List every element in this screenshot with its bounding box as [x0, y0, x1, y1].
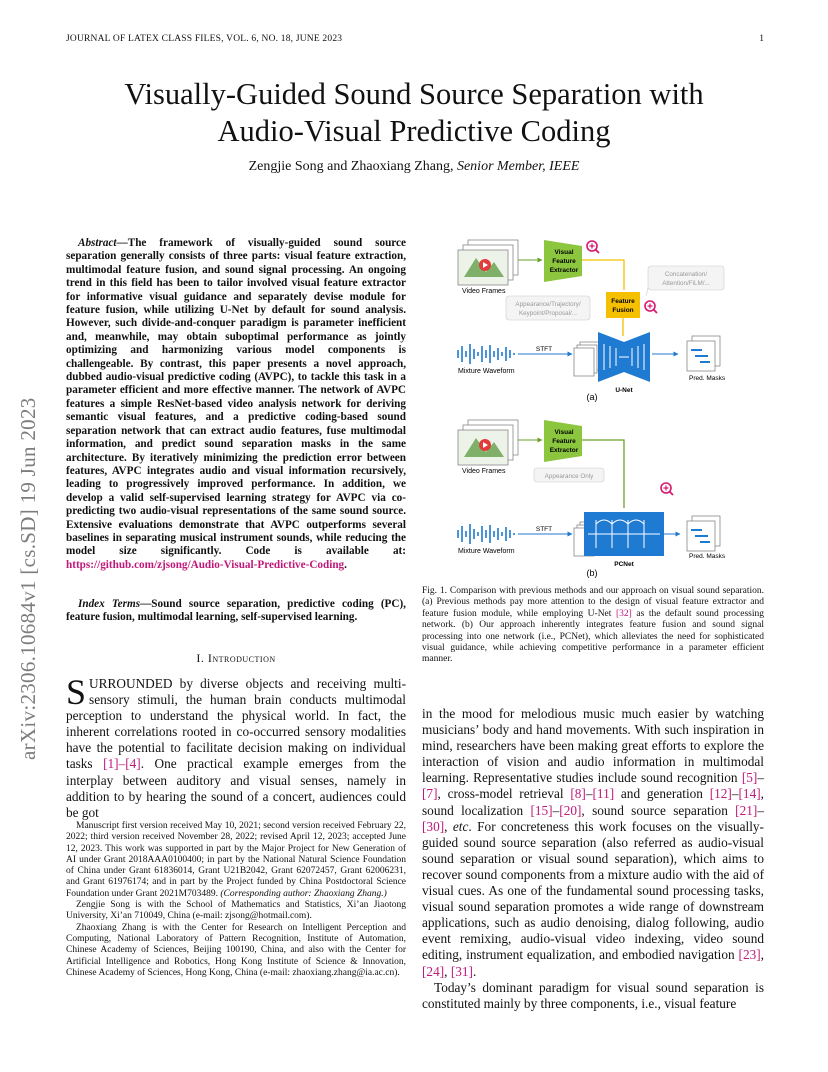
unet-block: [598, 332, 650, 382]
text-run: ,: [444, 963, 451, 979]
text-run: –: [552, 802, 560, 818]
intro-paragraph: [66, 672, 406, 821]
zoom-icon: [645, 301, 657, 313]
drop-cap: S: [66, 672, 87, 712]
abstract-end: .: [344, 558, 347, 571]
text-run: . For concreteness this work focuses on the visually-guided sound source separation (also referred as audio-visual sound separation or visual sound separation), which aims to recover sound components from a mixture audio with the aid of visual cues. As one of the fundamental sound processing tasks, visual sound separation promotes a wide range of downstream applications, such as audio denoising, dialog following, audio event remixing, audio-visual video indexing, video sound editing, instrument equalization, and embodied navigation: [422, 818, 764, 963]
spectrogram-stack-a: [574, 342, 600, 376]
index-terms: [66, 598, 406, 625]
mixture-label-b: Mixture Waveform: [458, 548, 515, 555]
abstract-label: Abstract: [78, 237, 117, 249]
figure-1: [454, 232, 774, 582]
title-line-2: Audio-Visual Predictive Coding: [217, 114, 611, 148]
citation[interactable]: [23]: [738, 947, 761, 963]
panel-a: [458, 240, 726, 402]
citation[interactable]: [1]–[4]: [103, 756, 141, 772]
index-terms-label: Index Terms: [78, 598, 141, 610]
footnote-manuscript: [66, 821, 406, 900]
feature-fusion-box: [606, 292, 640, 318]
panel-b-label: (b): [586, 568, 598, 578]
pcnet-block: [584, 512, 664, 556]
panel-b: [458, 420, 726, 578]
concat-note: [648, 266, 724, 290]
citation[interactable]: [32]: [616, 608, 632, 619]
footnote: [66, 821, 406, 979]
citation[interactable]: [24]: [422, 963, 445, 979]
citation[interactable]: [21]: [735, 802, 758, 818]
caption-text-a: Comparison with previous methods and our approach on visual sound separation. (a) Previous methods pay more attention to the design of visual feature extractor and feature fusion module, while employing U-Net: [422, 586, 764, 619]
text-run: in the mood for melodious music much easier by watching musicians’ body and hand movements. With such inspiration in mind, researchers have been making great efforts to explore the interaction of vision and audio information in multimodal learning. Representative studies include sound recognition: [422, 706, 764, 786]
text-run: –: [757, 770, 764, 786]
index-terms-text: —Sound source separation, predictive coding (PC), feature fusion, multimodal learning, self-supervised learning.: [66, 598, 406, 624]
stft-label-a: STFT: [535, 346, 553, 353]
video-frames-label-b: Video Frames: [462, 468, 506, 475]
title-line-1: Visually-Guided Sound Source Separation with: [124, 77, 704, 111]
text-run: etc: [452, 818, 469, 834]
appearance-only-note: [534, 468, 604, 482]
footnote-author2: Zhaoxiang Zhang is with the Center for Research on Intelligent Perception and Computing, National Laboratory of Pattern Recognition, Institute of Automation, Chinese Academy of Sciences, Beijing 100190, China, and also with the Center for Artificial Intelligence and Robotics, Hong Kong Institute of Science & Innovation, Chinese Academy of Sciences, Hong Kong, China (e-mail: zhaoxiang.zhang@ia.ac.cn).: [66, 922, 406, 978]
svg-text:Visual: Visual: [554, 429, 574, 436]
video-frames-a: [458, 240, 518, 285]
author-affiliation-title: Senior Member, IEEE: [456, 159, 580, 174]
citation[interactable]: [12]: [709, 786, 732, 802]
svg-text:Attention/FiLM/...: Attention/FiLM/...: [662, 280, 710, 287]
citation[interactable]: [5]: [741, 770, 758, 786]
zoom-icon: [661, 483, 673, 495]
video-frames-label-a: Video Frames: [462, 288, 506, 295]
footnote-manuscript-text: Manuscript first version received May 10, 2021; second version received February 22, 2022; third version received November 28, 2022; revised April 12, 2023; accepted June 12, 2023. This work was supported in part by the Major Project for New Generation of AI under Grant 2018AAA0100400; in part by the National Natural Science Foundation of China under Grant 61836014, Grant U21B2042, Grant 62072457, Grant 62006231, and Grant 61976174; and in part by the Project funded by China Postdoctoral Science Foundation under Grant 2021M703489.: [66, 821, 406, 899]
text-run: ,: [444, 818, 453, 834]
page-number: 1: [759, 34, 764, 44]
svg-text:Feature: Feature: [552, 258, 576, 265]
citation[interactable]: [8]: [570, 786, 586, 802]
text-run: , sound localization: [422, 786, 764, 818]
text-run: –: [585, 786, 593, 802]
text-run: , sound source separation: [581, 802, 736, 818]
pred-masks-b: [687, 516, 720, 551]
stft-label-b: STFT: [535, 526, 553, 533]
text-run: –: [757, 802, 764, 818]
text-run: –: [731, 786, 739, 802]
panel-a-label: (a): [586, 392, 598, 402]
paper-title: [60, 76, 768, 150]
waveform-icon: [458, 344, 514, 364]
zoom-icon: [587, 241, 599, 253]
text-run: .: [472, 963, 477, 979]
intro-text-b: . One practical example emerges from the interplay between auditory and visual senses, namely in addition to by hearing the sound of a concert, audiences could be got: [66, 756, 406, 820]
abstract-text: —The framework of visually-guided sound source separation generally consists of three parts: visual feature extraction, multimodal feature fusion, and sound signal processing. An ongoing trend in this field has been to tailor involved visual feature extractor for informative visual guidance and separately devise module for feature fusion, while utilizing U-Net by default for sound analysis. However, such divide-and-conquer paradigm is parameter inefficient and, meanwhile, may obtain suboptimal performance as jointly optimizing and harmonizing various model components is challengeable. By contrast, this paper presents a novel approach, dubbed audio-visual predictive coding (AVPC), to tackle this task in a parameter efficient and more effective manner. The network of AVPC features a simple ResNet-based video analysis network for deriving semantic visual features, and a predictive coding-based sound separation network that can extract audio features, fuse multimodal information, and predict sound separation masks in the same architecture. By iteratively minimizing the prediction error between features, AVPC integrates audio and visual information recursively, leading to progressively improved performance. In addition, we develop a valid self-supervised learning strategy for AVPC via co-predicting two audio-visual representations of the same sound source. Extensive evaluations demonstrate that AVPC outperforms several baselines in separating musical instrument sounds, while reducing the model size significantly. Code is available at:: [66, 237, 406, 558]
citation[interactable]: [15]: [530, 802, 553, 818]
right-column-body: [422, 706, 764, 1012]
svg-text:Extractor: Extractor: [549, 267, 579, 274]
svg-text:Extractor: Extractor: [549, 447, 579, 454]
section-heading: I. Introduction: [196, 651, 276, 665]
citation[interactable]: [7]: [422, 786, 438, 802]
authors: [60, 159, 768, 175]
appearance-note: [506, 296, 590, 320]
citation[interactable]: [20]: [559, 802, 582, 818]
citation[interactable]: [14]: [738, 786, 761, 802]
right-paragraph-1: [422, 706, 764, 980]
svg-text:Visual: Visual: [554, 249, 574, 256]
intro-text-a: URROUNDED by diverse objects and receiving multi-sensory stimuli, the human brain conducts multimodal perception to understand the physical world. In fact, the inherent correlations rooted in co-occurred sensory modalities have the potential to facilitate decision making on individual tasks: [66, 676, 406, 772]
footnote-corresponding: (Corresponding author: Zhaoxiang Zhang.): [220, 888, 387, 899]
svg-text:Feature: Feature: [552, 438, 576, 445]
arxiv-stamp: arXiv:2306.10684v1 [cs.SD] 19 Jun 2023: [16, 397, 40, 760]
unet-label: U-Net: [615, 387, 633, 394]
mixture-label-a: Mixture Waveform: [458, 368, 515, 375]
svg-text:Appearance/Trajectory/: Appearance/Trajectory/: [515, 301, 581, 308]
footnote-author1: Zengjie Song is with the School of Mathematics and Statistics, Xi’an Jiaotong University, Xi’an 710049, China (e-mail: zjsong@hotmail.com).: [66, 900, 406, 922]
caption-text-b: as the default sound processing network. (b) Our approach inherently integrates feature fusion and sound signal processing into one network (i.e., PCNet), which alleviates the need for sophisticated visual guidance, while achieving competitive performance in a parameter efficient manner.: [422, 608, 764, 665]
text-run: and generation: [614, 786, 710, 802]
visual-feature-extractor-a: [544, 240, 582, 282]
svg-text:Concatenation/: Concatenation/: [664, 271, 708, 278]
abstract: [66, 237, 406, 572]
svg-text:Fusion: Fusion: [612, 307, 634, 314]
pred-masks-a: [687, 336, 720, 371]
pred-masks-label-a: Pred. Masks: [689, 375, 726, 382]
figure-caption: [422, 586, 764, 666]
text-run: , cross-model retrieval: [437, 786, 571, 802]
waveform-icon: [458, 524, 514, 544]
caption-prefix: Fig. 1.: [422, 586, 448, 596]
svg-text:Feature: Feature: [611, 298, 635, 305]
video-frames-b: [458, 420, 518, 465]
svg-text:Keypoint/Proposal/...: Keypoint/Proposal/...: [518, 310, 578, 317]
svg-text:Appearance Only: Appearance Only: [544, 473, 594, 480]
code-link[interactable]: https://github.com/zjsong/Audio-Visual-Predictive-Coding: [66, 558, 345, 571]
pcnet-label: PCNet: [614, 561, 634, 568]
citation[interactable]: [31]: [450, 963, 473, 979]
citation[interactable]: [11]: [592, 786, 615, 802]
citation[interactable]: [30]: [422, 818, 445, 834]
author-names: Zengjie Song and Zhaoxiang Zhang,: [248, 159, 454, 174]
text-run: ,: [760, 947, 764, 963]
right-paragraph-2: Today’s dominant paradigm for visual sound separation is constituted mainly by three components, i.e., visual feature: [422, 979, 764, 1011]
running-head: JOURNAL OF LATEX CLASS FILES, VOL. 6, NO. 18, JUNE 2023: [66, 34, 343, 44]
visual-feature-extractor-b: [544, 420, 582, 462]
pred-masks-label-b: Pred. Masks: [689, 553, 726, 560]
